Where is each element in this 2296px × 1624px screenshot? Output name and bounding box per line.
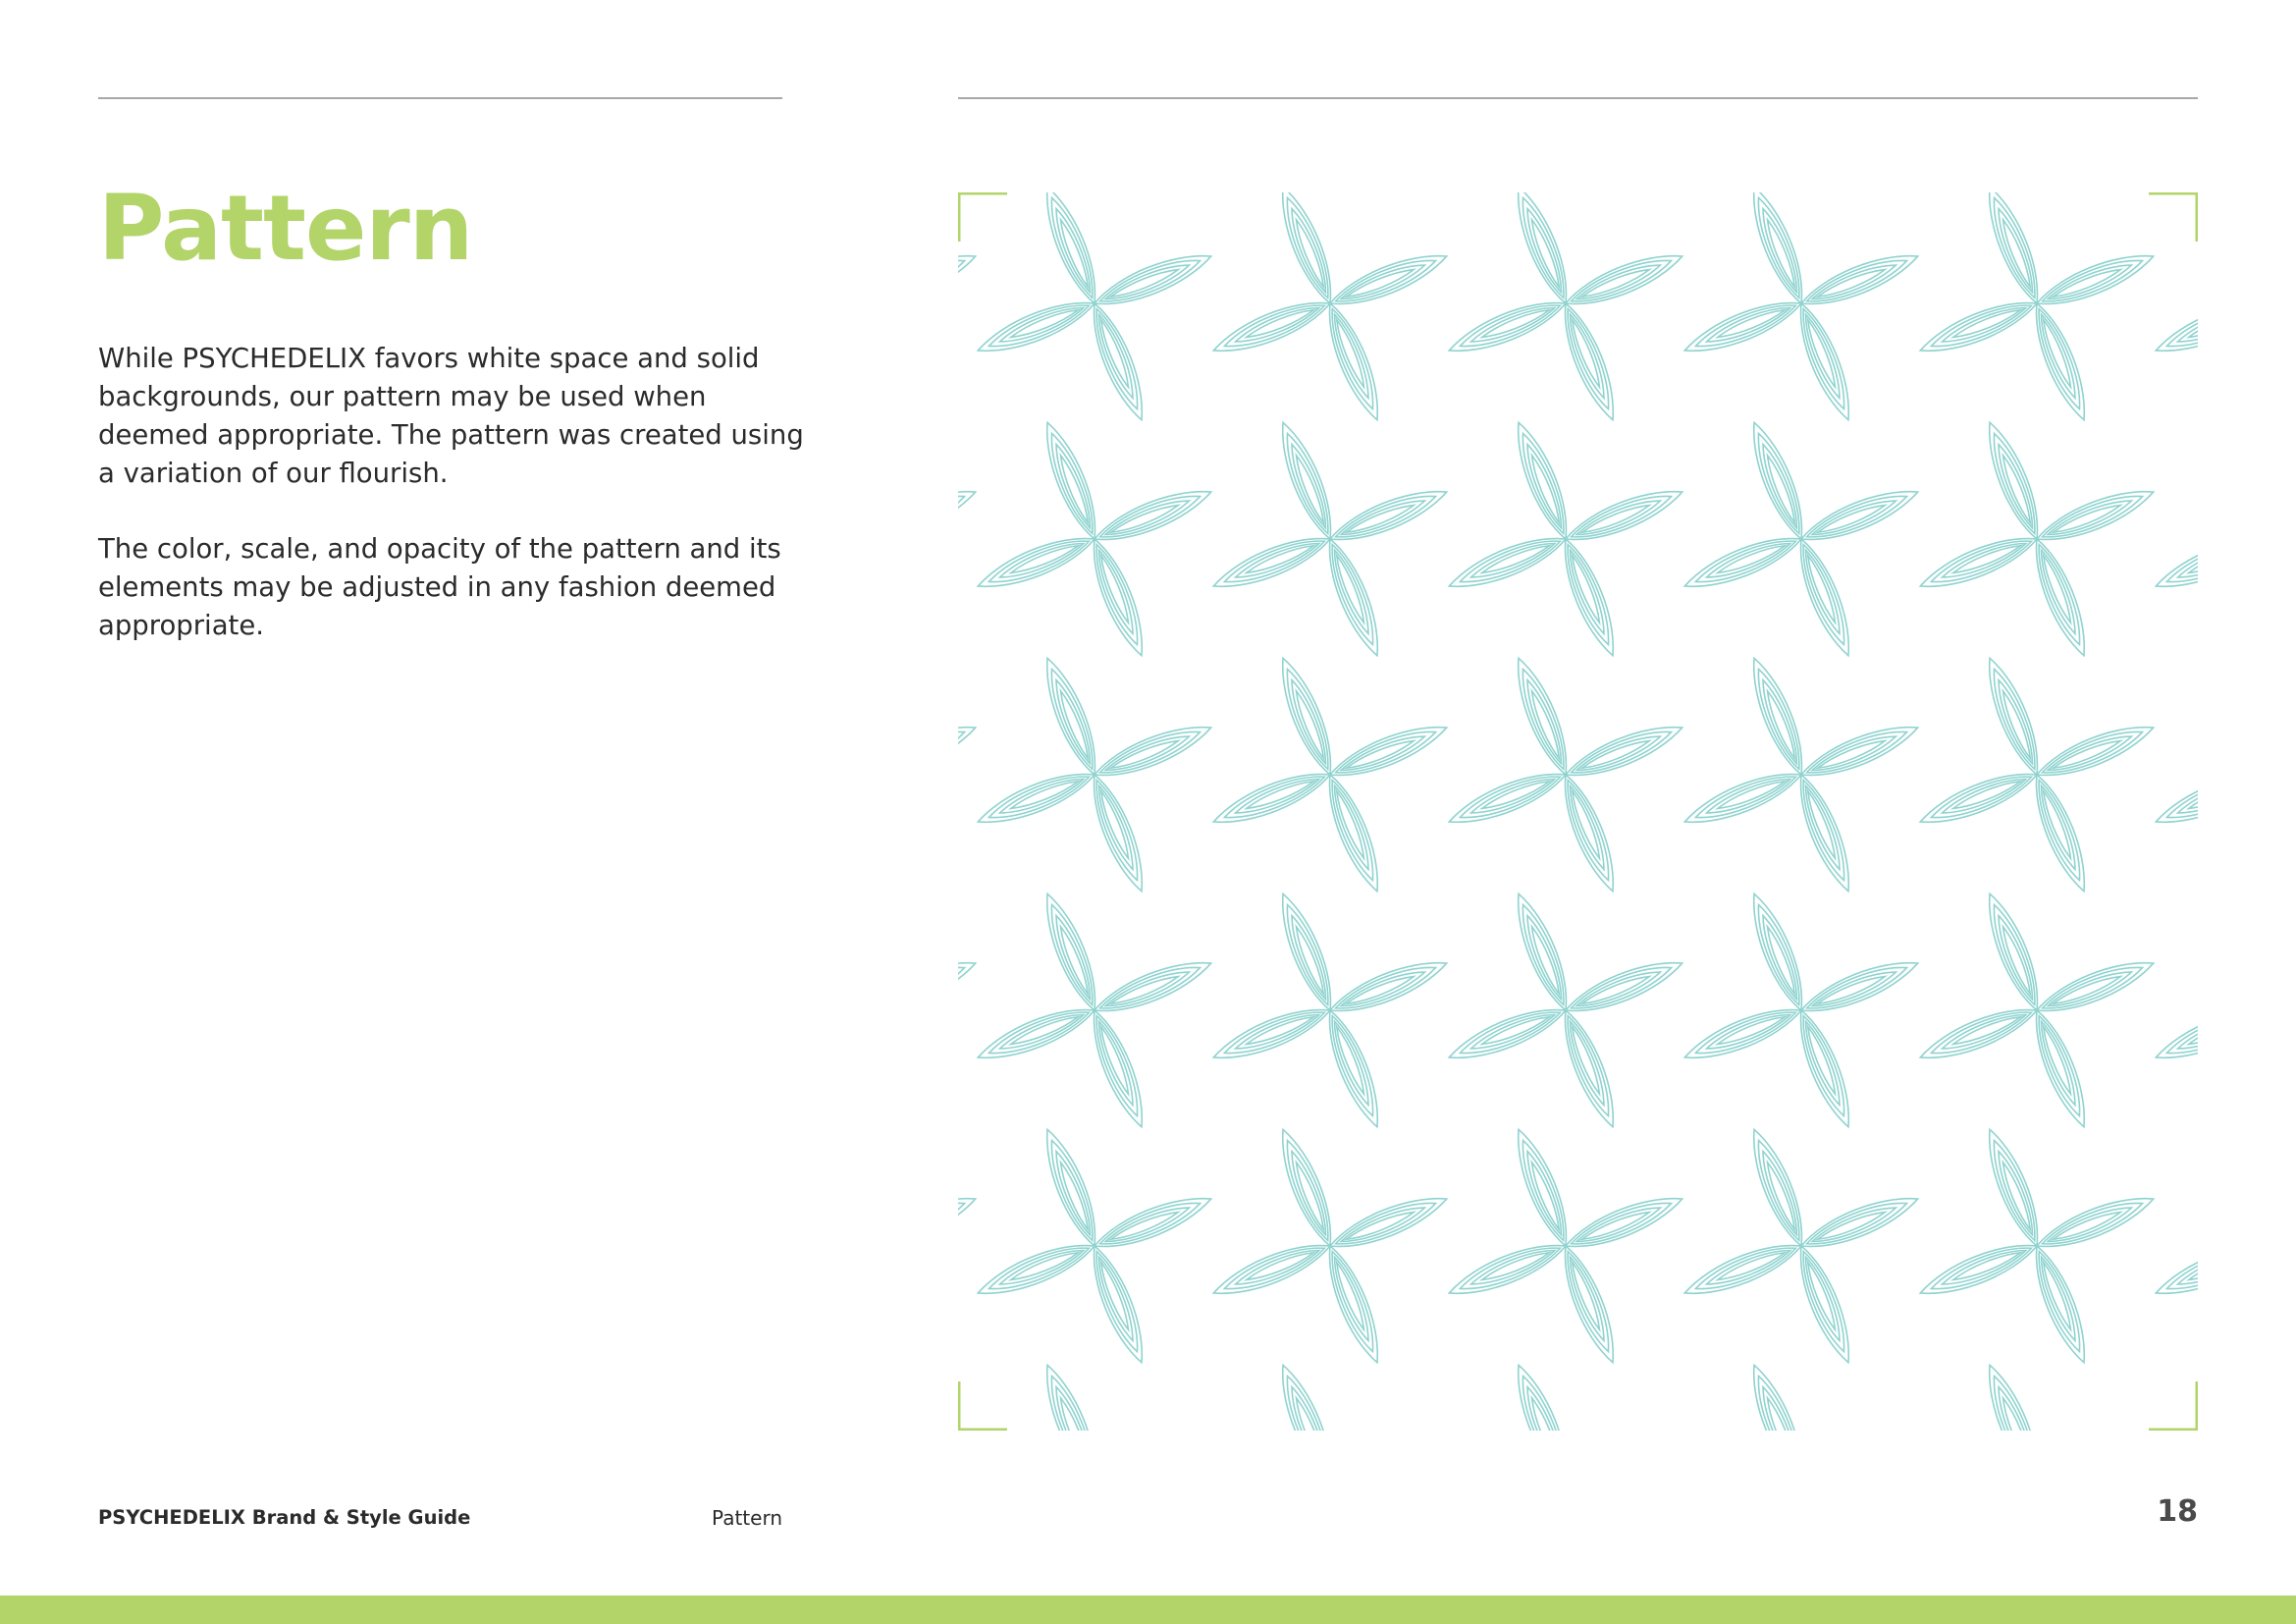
- flourish-petal: [973, 526, 1099, 598]
- footer-brand: PSYCHEDELIX Brand & Style Guide: [98, 1506, 471, 1529]
- flourish-petal: [1789, 534, 1860, 661]
- flourish-petal: [1444, 291, 1571, 362]
- flourish-petal: [2032, 244, 2159, 316]
- flourish-petal: [1325, 1423, 1452, 1431]
- flourish-petal: [1036, 1360, 1107, 1431]
- flourish-petal: [1978, 653, 2050, 780]
- flourish-petal: [2151, 762, 2198, 834]
- flourish-petal: [1561, 951, 1687, 1023]
- flourish-petal: [1090, 1187, 1216, 1259]
- flourish-petal: [1796, 716, 1923, 787]
- flourish-petal: [1742, 192, 1814, 308]
- flourish-petal: [2151, 1233, 2198, 1305]
- flourish-petal: [1915, 291, 2042, 362]
- flourish-petal: [1271, 1124, 1343, 1251]
- flourish-petal: [1553, 298, 1625, 425]
- flourish-petal: [1325, 480, 1452, 552]
- flourish-petal: [2151, 998, 2198, 1069]
- flourish-petal: [1680, 526, 1806, 598]
- footer-section-name: Pattern: [712, 1506, 782, 1530]
- flourish-petal: [1090, 951, 1216, 1023]
- flourish-petal: [1796, 1423, 1923, 1431]
- adjustment-paragraph: The color, scale, and opacity of the pattern and its elements may be adjusted in any fashion deemed appropriate.: [98, 533, 781, 641]
- flourish-petal: [2032, 1187, 2159, 1259]
- flourish-petal: [1796, 480, 1923, 552]
- flourish-petal: [1742, 653, 1814, 780]
- flourish-petal: [2032, 716, 2159, 787]
- intro-paragraph: While PSYCHEDELIX favors white space and solid backgrounds, our pattern may be used when deemed appropriate. The pattern was created using a variation of our flourish.: [98, 343, 804, 489]
- flourish-petal: [2151, 526, 2198, 598]
- flourish-petal: [1742, 1360, 1814, 1431]
- flourish-petal: [1325, 244, 1452, 316]
- flourish-petal: [1082, 770, 1153, 896]
- flourish-petal: [1789, 1241, 1860, 1368]
- flourish-petal: [1082, 1005, 1153, 1132]
- flourish-petal: [1978, 1124, 2050, 1251]
- flourish-petal: [1317, 1005, 1389, 1132]
- flourish-petal: [973, 998, 1099, 1069]
- flourish-petal: [1553, 770, 1625, 896]
- flourish-petal: [1796, 1187, 1923, 1259]
- flourish-petal: [1036, 1124, 1107, 1251]
- flourish-petal: [1444, 526, 1571, 598]
- flourish-petal: [1325, 1187, 1452, 1259]
- flourish-petal: [1796, 244, 1923, 316]
- flourish-petal: [973, 1233, 1099, 1305]
- corner-mark-bottom-right: [2149, 1381, 2197, 1430]
- flourish-pattern-graphic: [958, 192, 2198, 1431]
- flourish-petal: [2024, 298, 2096, 425]
- flourish-petal: [958, 716, 981, 787]
- flourish-petal: [1561, 1423, 1687, 1431]
- flourish-petal: [1090, 1423, 1216, 1431]
- flourish-petal: [1444, 1233, 1571, 1305]
- page-number: 18: [2157, 1494, 2198, 1529]
- flourish-petal: [1561, 1187, 1687, 1259]
- flourish-petal: [2024, 1241, 2096, 1368]
- flourish-petal: [1553, 1241, 1625, 1368]
- flourish-petal: [1271, 417, 1343, 544]
- flourish-petal: [1561, 480, 1687, 552]
- bottom-accent-bar: [0, 1596, 2296, 1624]
- flourish-petal: [1208, 998, 1335, 1069]
- flourish-petal: [1271, 1360, 1343, 1431]
- flourish-petal: [1090, 244, 1216, 316]
- flourish-petal: [1796, 951, 1923, 1023]
- flourish-petal: [1317, 1241, 1389, 1368]
- page-title: Pattern: [98, 176, 473, 281]
- flourish-petal: [1271, 889, 1343, 1015]
- flourish-petal: [1742, 417, 1814, 544]
- top-rule-right: [958, 97, 2198, 99]
- flourish-petal: [1208, 762, 1335, 834]
- flourish-petal: [1507, 653, 1578, 780]
- corner-mark-bottom-left: [959, 1381, 1007, 1430]
- flourish-petal: [1680, 762, 1806, 834]
- flourish-petal: [1317, 770, 1389, 896]
- flourish-petal: [1553, 1005, 1625, 1132]
- flourish-petal: [1082, 1241, 1153, 1368]
- flourish-petal: [1090, 716, 1216, 787]
- flourish-petal: [1036, 417, 1107, 544]
- flourish-petal: [1036, 889, 1107, 1015]
- flourish-petal: [1325, 716, 1452, 787]
- flourish-petal: [973, 291, 1099, 362]
- flourish-petal: [958, 244, 981, 316]
- flourish-petal: [1082, 534, 1153, 661]
- flourish-petal: [1444, 998, 1571, 1069]
- corner-mark-top-right: [2149, 193, 2197, 242]
- flourish-petal: [2032, 1423, 2159, 1431]
- flourish-petal: [973, 762, 1099, 834]
- flourish-petal: [1082, 298, 1153, 425]
- flourish-petal: [958, 480, 981, 552]
- flourish-petal: [1271, 653, 1343, 780]
- flourish-petal: [1271, 192, 1343, 308]
- flourish-petal: [1208, 1233, 1335, 1305]
- flourish-petal: [1680, 291, 1806, 362]
- flourish-petal: [1742, 1124, 1814, 1251]
- flourish-petal: [2024, 534, 2096, 661]
- flourish-petal: [1553, 534, 1625, 661]
- flourish-petal: [1915, 998, 2042, 1069]
- top-rule-left: [98, 97, 782, 99]
- flourish-petal: [1507, 1124, 1578, 1251]
- flourish-petal: [2024, 1005, 2096, 1132]
- flourish-petal: [1978, 417, 2050, 544]
- flourish-petal: [1036, 192, 1107, 308]
- flourish-petal: [1978, 1360, 2050, 1431]
- flourish-petal: [1317, 534, 1389, 661]
- flourish-petal: [958, 1187, 981, 1259]
- flourish-petal: [1561, 716, 1687, 787]
- flourish-petal: [958, 951, 981, 1023]
- flourish-petal: [1090, 480, 1216, 552]
- flourish-petal: [1680, 998, 1806, 1069]
- flourish-petal: [1507, 889, 1578, 1015]
- flourish-petal: [2032, 480, 2159, 552]
- flourish-petal: [1036, 653, 1107, 780]
- flourish-petal: [1742, 889, 1814, 1015]
- flourish-petal: [1915, 526, 2042, 598]
- flourish-petal: [1680, 1233, 1806, 1305]
- flourish-petal: [1208, 291, 1335, 362]
- flourish-petal: [1978, 192, 2050, 308]
- flourish-petal: [1978, 889, 2050, 1015]
- flourish-petal: [1507, 192, 1578, 308]
- flourish-petal: [1561, 244, 1687, 316]
- flourish-petal: [1325, 951, 1452, 1023]
- flourish-petal: [1789, 1005, 1860, 1132]
- corner-mark-top-left: [959, 193, 1007, 242]
- flourish-petal: [1507, 1360, 1578, 1431]
- flourish-petal: [1444, 762, 1571, 834]
- flourish-petal: [1915, 762, 2042, 834]
- pattern-sample: [958, 192, 2198, 1431]
- flourish-petal: [2151, 291, 2198, 362]
- flourish-petal: [2032, 951, 2159, 1023]
- flourish-petal: [2024, 770, 2096, 896]
- flourish-petal: [1317, 298, 1389, 425]
- flourish-petal: [1789, 298, 1860, 425]
- flourish-petal: [1915, 1233, 2042, 1305]
- flourish-petal: [1789, 770, 1860, 896]
- flourish-petal: [1208, 526, 1335, 598]
- flourish-petal: [1507, 417, 1578, 544]
